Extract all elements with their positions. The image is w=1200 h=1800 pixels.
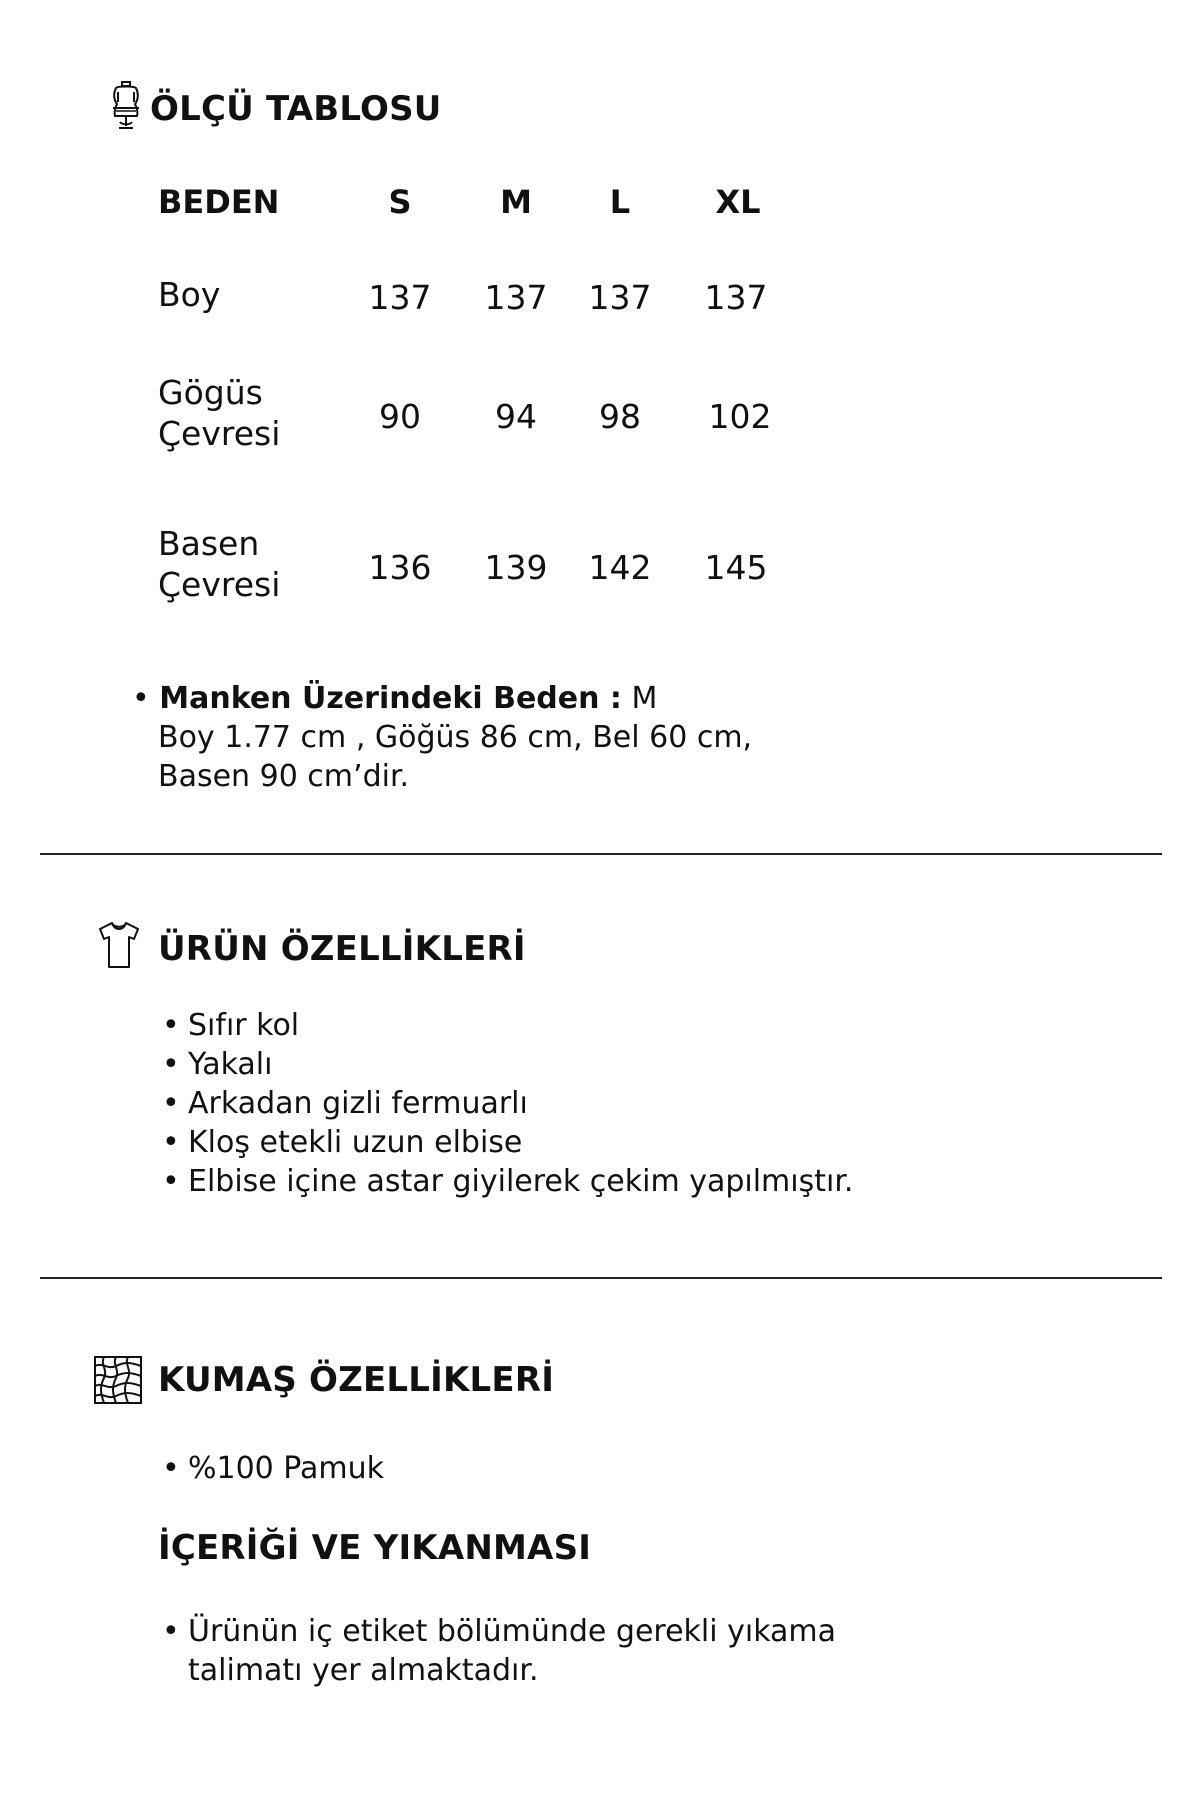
bullet: • <box>162 1614 180 1649</box>
size-header-xl: XL <box>715 183 761 221</box>
size-chart-title: ÖLÇÜ TABLOSU <box>150 89 442 129</box>
size-cell: 142 <box>588 548 652 587</box>
care-title: İÇERİĞİ VE YIKANMASI <box>158 1528 592 1568</box>
size-cell: 137 <box>704 278 768 317</box>
list-item: • Elbise içine astar giyilerek çekim yapılmıştır. <box>162 1162 853 1201</box>
row-label-line: Çevresi <box>158 414 281 453</box>
list-item: • Yakalı <box>162 1045 853 1084</box>
row-label-line: Basen <box>158 524 260 563</box>
size-cell: 137 <box>368 278 432 317</box>
care-line: talimatı yer almaktadır. <box>188 1653 539 1688</box>
model-note-measurements: Boy 1.77 cm , Göğüs 86 cm, Bel 60 cm, <box>158 720 753 755</box>
size-header-l: L <box>609 183 631 221</box>
section-divider <box>40 853 1162 855</box>
list-item: • Sıfır kol <box>162 1006 853 1045</box>
fabric-weave-icon <box>92 1354 144 1406</box>
model-note-size: M <box>631 681 658 716</box>
product-features-list <box>162 1006 853 1201</box>
list-item: • %100 Pamuk <box>162 1449 384 1488</box>
size-header-m: M <box>500 183 532 221</box>
row-label-line: Gögüs <box>158 373 263 412</box>
size-cell: 139 <box>484 548 548 587</box>
mannequin-icon <box>108 78 144 132</box>
size-header-label: BEDEN <box>158 183 280 221</box>
size-cell: 94 <box>495 397 537 436</box>
size-cell: 137 <box>484 278 548 317</box>
size-cell: 145 <box>704 548 768 587</box>
size-header-s: S <box>388 183 412 221</box>
size-row-label <box>158 274 220 315</box>
bullet: • <box>132 681 160 716</box>
size-row-label <box>158 523 280 605</box>
section-divider <box>40 1277 1162 1279</box>
row-label-line: Çevresi <box>158 565 281 604</box>
size-cell: 137 <box>588 278 652 317</box>
care-instructions <box>162 1612 836 1690</box>
size-cell: 102 <box>708 397 772 436</box>
row-label-line: Boy <box>158 275 221 314</box>
model-note-measurements-cont: Basen 90 cm’dir. <box>158 759 410 794</box>
list-item: • Kloş etekli uzun elbise <box>162 1123 853 1162</box>
product-features-title: ÜRÜN ÖZELLİKLERİ <box>158 929 526 969</box>
list-item: • Arkadan gizli fermuarlı <box>162 1084 853 1123</box>
size-cell: 136 <box>368 548 432 587</box>
size-cell: 98 <box>599 397 641 436</box>
model-note <box>132 679 752 796</box>
size-cell: 90 <box>379 397 421 436</box>
care-line: Ürünün iç etiket bölümünde gerekli yıkama <box>188 1614 837 1649</box>
tshirt-icon <box>96 920 142 970</box>
fabric-features-list <box>162 1449 384 1488</box>
size-row-label <box>158 372 280 454</box>
fabric-features-title: KUMAŞ ÖZELLİKLERİ <box>158 1360 555 1400</box>
model-note-label: Manken Üzerindeki Beden : <box>159 681 622 716</box>
